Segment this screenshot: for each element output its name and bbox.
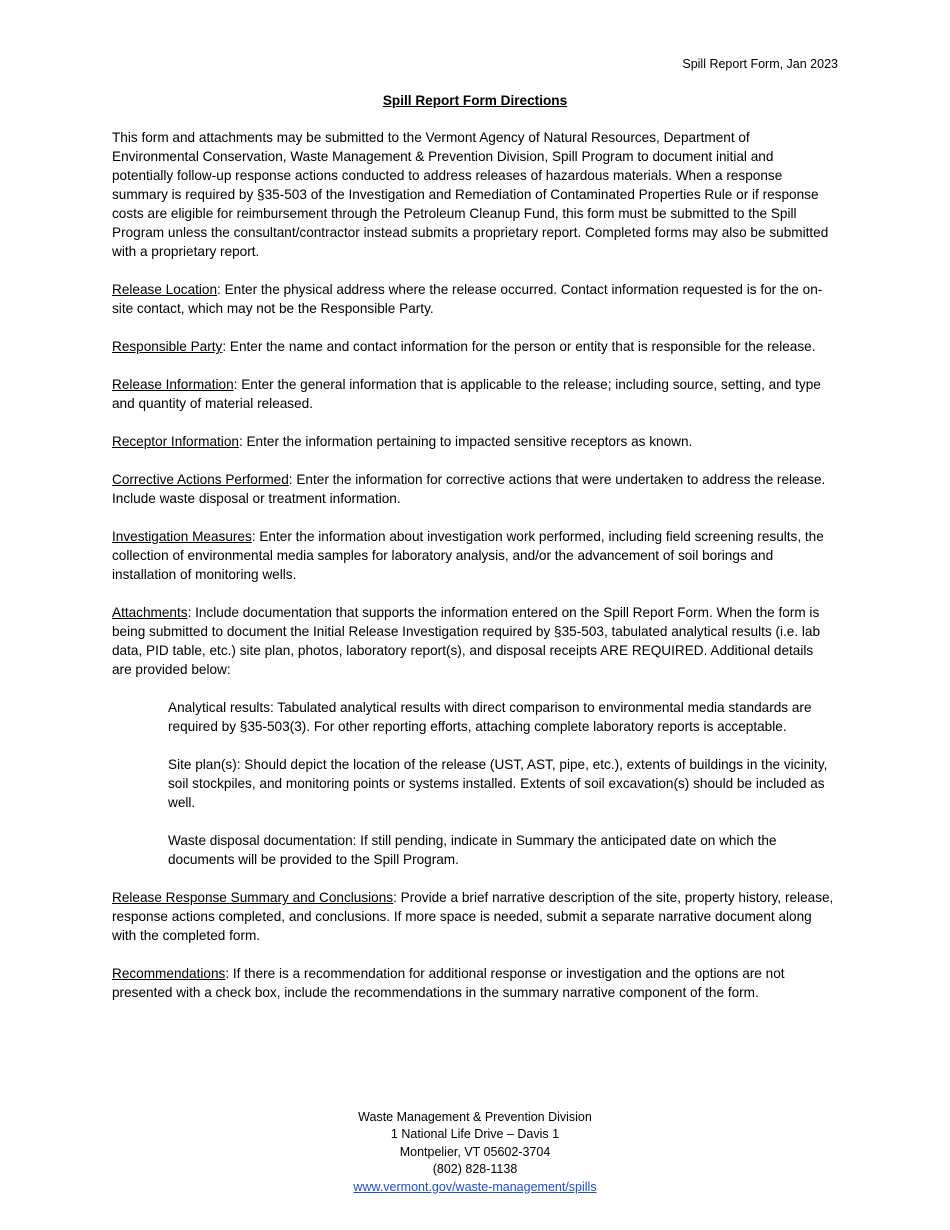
section-text: : Enter the name and contact information for the person or entity that is responsible for the release. — [222, 339, 816, 354]
section-heading: Corrective Actions Performed — [112, 472, 289, 487]
intro-paragraph: This form and attachments may be submitted to the Vermont Agency of Natural Resources, Department of Environmental Conservation, Waste Management & Prevention Division, Spill Program to document initial and potentially follow-up response actions conducted to address releases of hazardous materials. When a response summary is required by §35-503 of the Investigation and Remediation of Contaminated Properties Rule or if response costs are eligible for reimbursement through the Petroleum Cleanup Fund, this form must be submitted to the Spill Program unless the consultant/contractor instead submits a proprietary report. Completed forms may also be submitted with a proprietary report. — [112, 130, 829, 259]
section-heading: Investigation Measures — [112, 529, 252, 544]
section-text: : Enter the information pertaining to impacted sensitive receptors as known. — [238, 434, 693, 449]
directions-body — [112, 128, 834, 1021]
section-heading: Receptor Information — [112, 434, 239, 449]
attachment-analytical-results: Analytical results: Tabulated analytical results with direct comparison to environmental media standards are required by §35-503(3). For other reporting efforts, attaching complete laboratory reports is acceptable. — [168, 700, 812, 734]
section-text: : Enter the information about investigation work performed, including field screening results, the collection of environmental media samples for laboratory analysis, and/or the advancement of soil borings and installation of monitoring wells. — [112, 529, 824, 582]
section-responsible-party — [112, 337, 834, 356]
attachment-waste-disposal: Waste disposal documentation: If still pending, indicate in Summary the anticipated date on which the documents will be provided to the Spill Program. — [168, 833, 777, 867]
footer-address-line1: 1 National Life Drive – Davis 1 — [390, 1127, 560, 1142]
section-receptor-information — [112, 432, 834, 451]
footer-division: Waste Management & Prevention Division — [358, 1110, 592, 1124]
section-text: : Enter the physical address where the release occurred. Contact information requested is for the on-site contact, which may not be the Responsible Party. — [112, 282, 823, 316]
form-version-label: Spill Report Form, Jan 2023 — [682, 57, 838, 71]
section-text: : Enter the general information that is applicable to the release; including source, setting, and type and quantity of material released. — [112, 377, 821, 411]
section-heading: Release Information — [112, 377, 234, 392]
section-text: : Provide a brief narrative description of the site, property history, release, response actions completed, and conclusions. If more space is needed, submit a separate narrative document along with the completed form. — [112, 890, 834, 943]
section-heading: Responsible Party — [112, 339, 223, 354]
section-attachments — [112, 603, 834, 679]
footer-phone: (802) 828-1138 — [432, 1162, 518, 1177]
page-title: Spill Report Form Directions — [382, 93, 568, 108]
section-text: : If there is a recommendation for additional response or investigation and the options are not presented with a check box, include the recommendations in the summary narrative component of the form. — [112, 966, 785, 1000]
attachment-site-plan: Site plan(s): Should depict the location of the release (UST, AST, pipe, etc.), extents of buildings in the vicinity, soil stockpiles, and monitoring points or systems installed. Extents of soil excavation(s) should be included as well. — [168, 757, 828, 810]
section-release-location — [112, 280, 834, 318]
section-heading: Release Response Summary and Conclusions — [112, 890, 394, 905]
attachment-details — [112, 698, 834, 869]
section-text: : Include documentation that supports the information entered on the Spill Report Form. When the form is being submitted to document the Initial Release Investigation required by §35-503, tabulated analytical results (i.e. lab data, PID table, etc.) site plan, photos, laboratory report(s), and disposal receipts ARE REQUIRED. Additional details are provided below: — [112, 605, 821, 677]
section-text: : Enter the information for corrective actions that were undertaken to address the release. Include waste disposal or treatment information. — [112, 472, 826, 506]
page-footer — [0, 1109, 950, 1196]
footer-address-line2: Montpelier, VT 05602-3704 — [399, 1144, 551, 1159]
footer-website-link[interactable]: www.vermont.gov/waste-management/spills — [353, 1179, 597, 1194]
section-corrective-actions — [112, 470, 834, 508]
section-recommendations — [112, 964, 834, 1002]
section-summary-conclusions — [112, 888, 834, 945]
section-heading: Release Location — [112, 282, 218, 297]
section-investigation-measures — [112, 527, 834, 584]
section-release-information — [112, 375, 834, 413]
section-heading: Recommendations — [112, 966, 226, 981]
section-heading: Attachments — [112, 605, 188, 620]
